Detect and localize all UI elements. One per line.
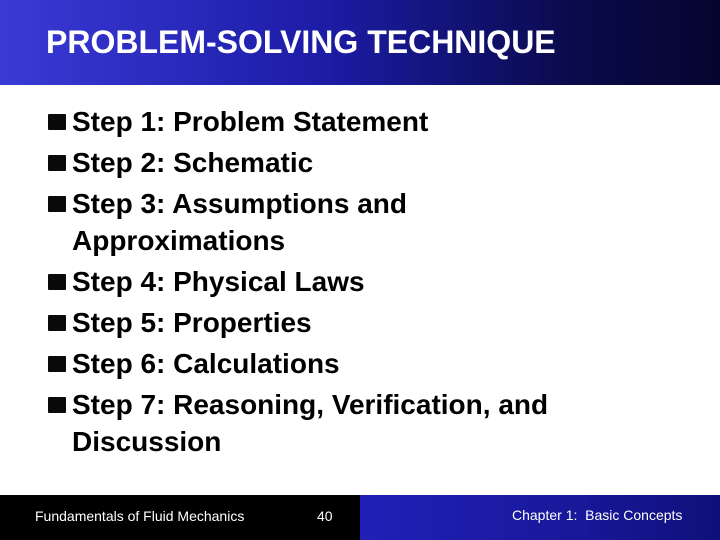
- bullet-step-3: [46, 185, 686, 259]
- footer-chapter-label: Chapter 1: Basic Concepts: [512, 507, 683, 523]
- square-bullet-icon: [48, 315, 66, 331]
- bullet-step-5: [46, 304, 686, 341]
- slide-title: PROBLEM-SOLVING TECHNIQUE: [46, 24, 556, 60]
- bullet-text-continued: Discussion: [72, 426, 222, 457]
- title-bar: [0, 0, 720, 85]
- square-bullet-icon: [48, 274, 66, 290]
- bullet-text-continued: Approximations: [72, 225, 286, 256]
- square-bullet-icon: [48, 356, 66, 372]
- slide-footer: [0, 495, 720, 540]
- square-bullet-icon: [48, 397, 66, 413]
- bullet-list: [46, 103, 686, 464]
- footer-book-title: Fundamentals of Fluid Mechanics: [35, 508, 245, 524]
- bullet-step-7: [46, 386, 686, 460]
- square-bullet-icon: [48, 114, 66, 130]
- footer-left-panel: [0, 495, 360, 540]
- bullet-step-6: [46, 345, 686, 382]
- bullet-text: Step 6: Calculations: [72, 348, 340, 379]
- bullet-text: Step 5: Properties: [72, 307, 312, 338]
- footer-page-number: 40: [317, 508, 333, 524]
- bullet-step-4: [46, 263, 686, 300]
- bullet-step-1: [46, 103, 686, 140]
- bullet-step-2: [46, 144, 686, 181]
- bullet-text: Step 7: Reasoning, Verification, and: [72, 389, 549, 420]
- bullet-text: Step 4: Physical Laws: [72, 266, 365, 297]
- bullet-text: Step 3: Assumptions and: [72, 188, 408, 219]
- square-bullet-icon: [48, 196, 66, 212]
- bullet-text: Step 2: Schematic: [72, 147, 314, 178]
- square-bullet-icon: [48, 155, 66, 171]
- bullet-text: Step 1: Problem Statement: [72, 106, 429, 137]
